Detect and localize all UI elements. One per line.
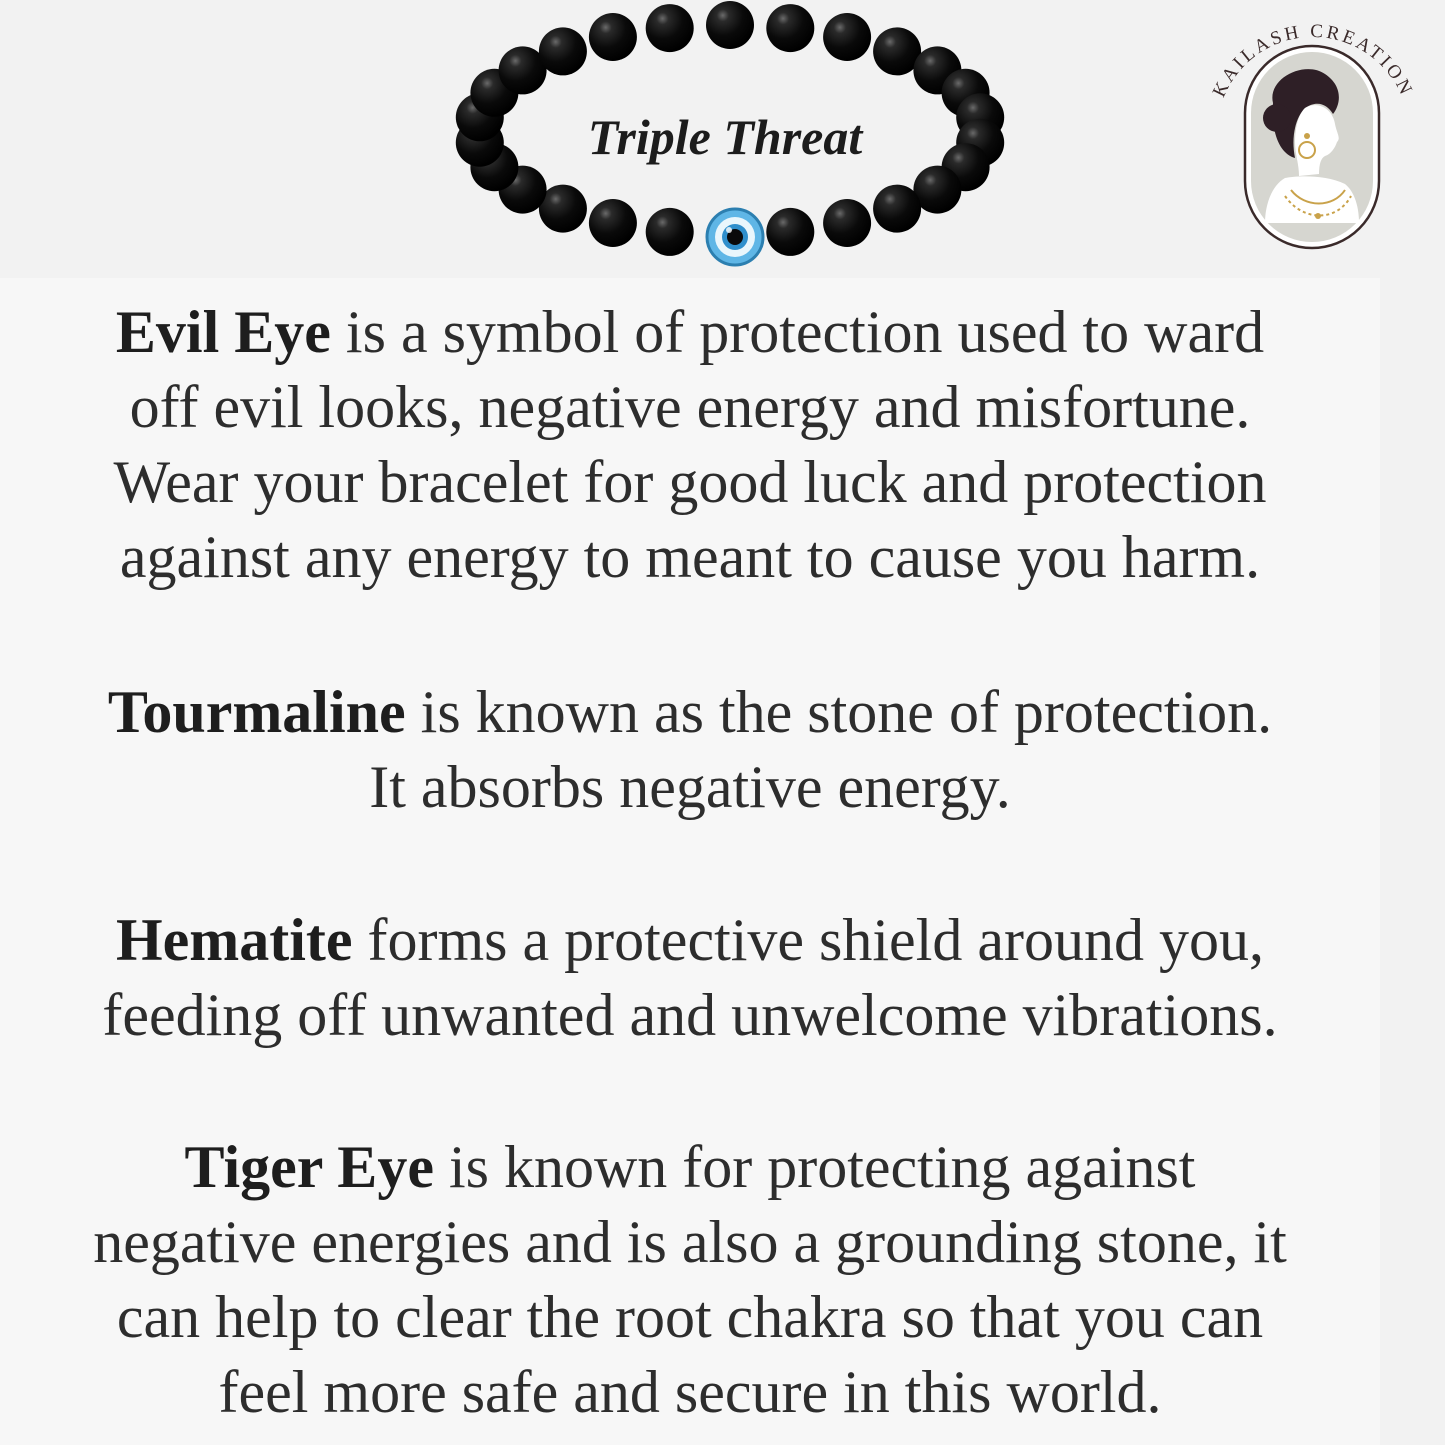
tourmaline-text-1: is known as the stone of protection. bbox=[405, 679, 1273, 745]
bracelet-title: Triple Threat bbox=[587, 109, 863, 165]
hematite-text-1: forms a protective shield around you, bbox=[352, 907, 1264, 973]
black-bead bbox=[766, 4, 814, 52]
hematite-line-1 bbox=[40, 903, 1340, 978]
svg-text:KAILASH CREATION: KAILASH CREATION bbox=[1208, 20, 1418, 101]
tiger-eye-line-4: feel more safe and secure in this world. bbox=[218, 1359, 1162, 1425]
evil-eye-line-1 bbox=[40, 295, 1340, 370]
tourmaline-line-2: It absorbs negative energy. bbox=[369, 754, 1011, 820]
evil-eye-line-3: Wear your bracelet for good luck and protection bbox=[113, 449, 1267, 515]
black-bead bbox=[589, 199, 637, 247]
evil-eye-line-4: against any energy to meant to cause you harm. bbox=[119, 524, 1261, 590]
tourmaline-term: Tourmaline bbox=[107, 679, 406, 745]
tiger-eye-line-2: negative energies and is also a grounding stone, it bbox=[93, 1209, 1287, 1275]
hematite-term: Hematite bbox=[116, 907, 353, 973]
black-bead bbox=[589, 13, 637, 61]
tourmaline-line-1 bbox=[40, 675, 1340, 750]
black-bead bbox=[766, 208, 814, 256]
hematite-section bbox=[40, 903, 1340, 1053]
tourmaline-section bbox=[40, 675, 1340, 825]
tiger-eye-line-3: can help to clear the root chakra so that you can bbox=[116, 1284, 1264, 1350]
black-bead bbox=[823, 199, 871, 247]
black-bead bbox=[706, 1, 754, 49]
black-bead bbox=[646, 4, 694, 52]
evil-eye-section bbox=[40, 295, 1340, 595]
evil-eye-bead bbox=[707, 209, 763, 265]
black-bead bbox=[873, 185, 921, 233]
kailash-creation-logo bbox=[1195, 8, 1430, 253]
tiger-eye-section bbox=[40, 1130, 1340, 1430]
evil-eye-text-1: is a symbol of protection used to ward bbox=[330, 299, 1265, 365]
black-bead bbox=[539, 27, 587, 75]
tiger-eye-line-1 bbox=[40, 1130, 1340, 1205]
black-bead bbox=[646, 208, 694, 256]
evil-eye-term: Evil Eye bbox=[115, 299, 331, 365]
tiger-eye-term: Tiger Eye bbox=[184, 1134, 434, 1200]
hematite-line-2: feeding off unwanted and unwelcome vibrations. bbox=[102, 982, 1278, 1048]
black-bead bbox=[823, 13, 871, 61]
evil-eye-line-2: off evil looks, negative energy and misfortune. bbox=[129, 374, 1251, 440]
tiger-eye-text-1: is known for protecting against bbox=[433, 1134, 1196, 1200]
